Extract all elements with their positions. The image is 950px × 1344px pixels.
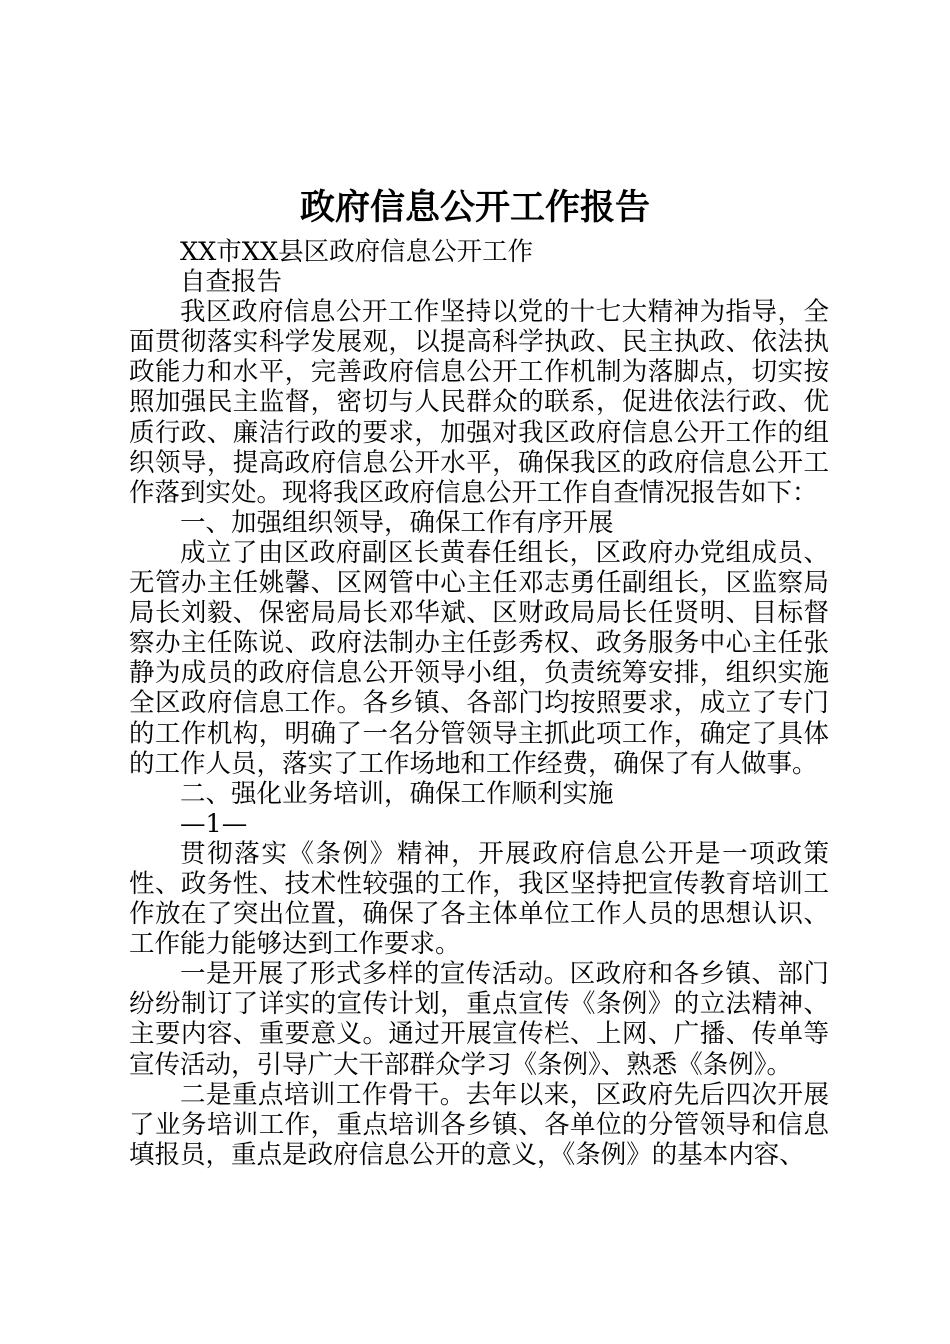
section-heading-2: 二、强化业务培训，确保工作顺利实施 — [180, 778, 614, 809]
paragraph-organization: 成立了由区政府副区长黄春任组长，区政府办党组成员、无管办主任姚馨、区网管中心主任邓志勇任副组长，区监察局局长刘毅、保密局局长邓华斌、区财政局局长任贤明、目标督察办主任陈说、政府法制办主任彭秀权、政务服务中心主任张静为成员的政府信息公开领导小组，负责统筹安排，组织实施全区政府信息工作。各乡镇、各部门均按照要求，成立了专门的工作机构，明确了一名分管领导主抓此项工作，确定了具体的工作人员，落实了工作场地和工作经费，确保了有人做事。 — [129, 537, 829, 779]
paragraph-regulation: 贯彻落实《条例》精神，开展政府信息公开是一项政策性、政务性、技术性较强的工作，我区坚持把宣传教育培训工作放在了突出位置，确保了各主体单位工作人员的思想认识、工作能力能够达到工作要求。 — [129, 838, 829, 960]
section-heading-1: 一、加强组织领导，确保工作有序开展 — [180, 507, 614, 538]
subtitle-line-1: XX市XX县区政府信息公开工作 — [180, 237, 534, 267]
document-body — [129, 237, 829, 1170]
paragraph-intro: 我区政府信息公开工作坚持以党的十七大精神为指导，全面贯彻落实科学发展观，以提高科学执政、民主执政、依法执政能力和水平，完善政府信息公开工作机制为落脚点，切实按照加强民主监督，密切与人民群众的联系，促进依法行政、优质行政、廉洁行政的要求，加强对我区政府信息公开工作的组织领导，提高政府信息公开水平，确保我区的政府信息公开工作落到实处。现将我区政府信息公开工作自查情况报告如下： — [129, 297, 829, 508]
document-title: 政府信息公开工作报告 — [299, 187, 650, 228]
paragraph-publicity: 一是开展了形式多样的宣传活动。区政府和各乡镇、部门纷纷制订了详实的宣传计划，重点宣传《条例》的立法精神、主要内容、重要意义。通过开展宣传栏、上网、广播、传单等宣传活动，引导广大干部群众学习《条例》、熟悉《条例》。 — [129, 959, 829, 1080]
paragraph-training: 二是重点培训工作骨干。去年以来，区政府先后四次开展了业务培训工作，重点培训各乡镇、各单位的分管领导和信息填报员，重点是政府信息公开的意义，《条例》的基本内容、 — [129, 1079, 829, 1170]
subtitle-line-2: 自查报告 — [180, 267, 283, 298]
page-number: —1— — [180, 808, 248, 839]
